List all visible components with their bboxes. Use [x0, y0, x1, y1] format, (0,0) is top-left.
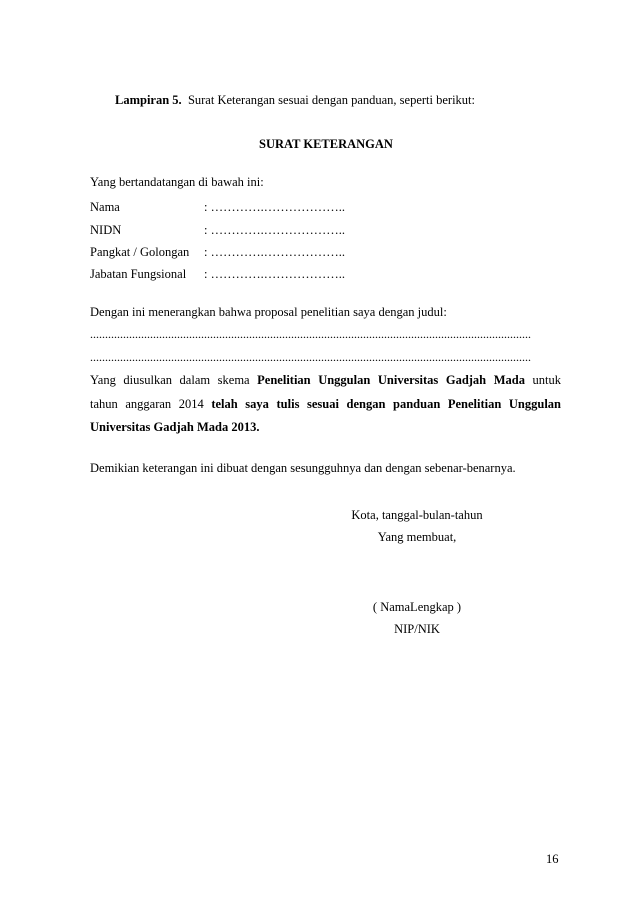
paragraph-line-2 [90, 398, 561, 411]
attachment-heading [115, 94, 475, 107]
paragraph-bold-text: telah saya tulis sesuai dengan panduan Penelitian Unggulan [211, 397, 562, 411]
field-label: Jabatan Fungsional [90, 267, 187, 281]
paragraph-text: untuk [532, 373, 561, 387]
page-number: 16 [546, 852, 559, 866]
signature-name: ( NamaLengkap ) [372, 600, 462, 614]
title-dotted-line: ................................................................................................................................................... [90, 328, 531, 340]
field-value-placeholder: : ………….……………….. [204, 245, 345, 259]
attachment-label: Lampiran 5. [115, 93, 182, 107]
document-title: SURAT KETERANGAN [259, 137, 393, 151]
statement-text: Dengan ini menerangkan bahwa proposal penelitian saya dengan judul: [90, 305, 447, 319]
paragraph-bold-text: Penelitian Unggulan Universitas Gadjah Mada [257, 373, 525, 387]
field-label: Pangkat / Golongan [90, 245, 190, 259]
title-dotted-line: ................................................................................................................................................... [90, 351, 531, 363]
field-value-placeholder: : ………….……………….. [204, 223, 345, 237]
field-value-placeholder: : ………….……………….. [204, 200, 345, 214]
signature-place-date: Kota, tanggal-bulan-tahun [351, 508, 483, 522]
paragraph-text: tahun anggaran 2014 [90, 397, 204, 411]
field-label: Nama [90, 200, 120, 214]
field-label: NIDN [90, 223, 122, 237]
attachment-text: Surat Keterangan sesuai dengan panduan, seperti berikut: [187, 93, 475, 107]
closing-text: Demikian keterangan ini dibuat dengan sesungguhnya dan dengan sebenar-benarnya. [90, 461, 516, 475]
paragraph-line-1 [90, 374, 561, 387]
paragraph-line-3: Universitas Gadjah Mada 2013. [90, 420, 260, 434]
paragraph-text: Yang diusulkan dalam skema [90, 373, 250, 387]
signature-id: NIP/NIK [394, 622, 440, 636]
field-value-placeholder: : ………….……………….. [204, 267, 345, 281]
signature-maker: Yang membuat, [377, 530, 457, 544]
intro-text: Yang bertandatangan di bawah ini: [90, 175, 264, 189]
